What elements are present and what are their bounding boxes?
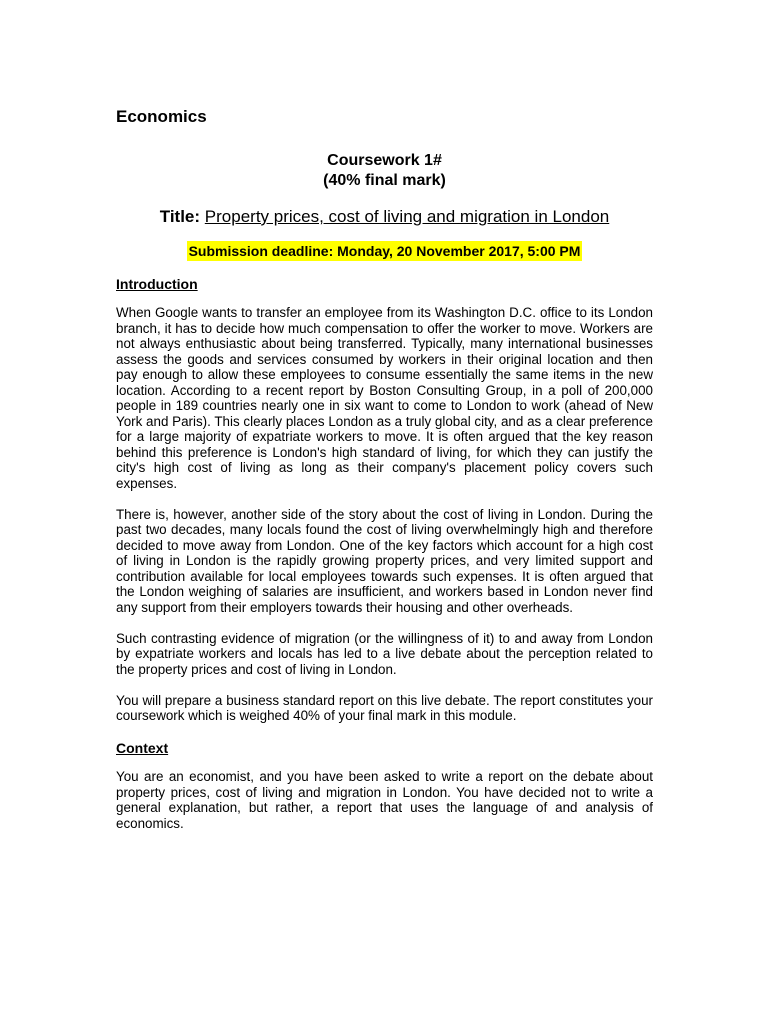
introduction-heading: Introduction <box>116 276 198 292</box>
introduction-paragraph: You will prepare a business standard report on this live debate. The report constitutes your coursework which is weighed 40% of your final mark in this module. <box>116 692 653 723</box>
coursework-title <box>116 206 653 227</box>
submission-deadline: Submission deadline: Monday, 20 November 2017, 5:00 PM <box>188 243 581 259</box>
title-label: Title: <box>159 207 201 226</box>
introduction-paragraph: When Google wants to transfer an employee from its Washington D.C. office to its London branch, it has to decide how much compensation to offer the worker to move. Workers are not always enthusiastic about being transferred. Typically, many international businesses assess the goods and services consumed by workers in their original location and then pay enough to allow these employees to consume essentially the same items in the new location. According to a recent report by Boston Consulting Group, in a poll of 200,000 people in 189 countries nearly one in six want to come to London to work (ahead of New York and Paris). This clearly places London as a truly global city, and as a clear preference for a large majority of expatriate workers to move. It is often argued that the key reason behind this preference is London's high standard of living, for which they can justify the city's high cost of living as long as their company's placement policy covers such expenses. <box>116 305 653 491</box>
coursework-number: Coursework 1# <box>327 152 442 169</box>
title-text: Property prices, cost of living and migration in London <box>204 207 610 226</box>
coursework-weight: (40% final mark) <box>323 172 446 189</box>
introduction-paragraph: Such contrasting evidence of migration (or the willingness of it) to and away from London by expatriate workers and locals has led to a live debate about the perception related to the property prices and cost of living in London. <box>116 630 653 677</box>
introduction-paragraph: There is, however, another side of the story about the cost of living in London. During the past two decades, many locals found the cost of living overwhelmingly high and therefore decided to move away from London. One of the key factors which account for a high cost of living in London is the rapidly growing property prices, and very limited support and contribution available for local employees towards such expenses. It is often argued that the London weighing of salaries are insufficient, and workers based in London never find any support from their employers towards their housing and other overheads. <box>116 506 653 615</box>
document-content <box>116 106 653 847</box>
subject-heading: Economics <box>116 107 207 126</box>
deadline-wrapper <box>116 241 653 261</box>
context-paragraph: You are an economist, and you have been asked to write a report on the debate about property prices, cost of living and migration in London. You have decided not to write a general explanation, but rather, a report that uses the language of and analysis of economics. <box>116 769 653 831</box>
context-heading: Context <box>116 740 169 756</box>
coursework-block <box>116 151 653 191</box>
